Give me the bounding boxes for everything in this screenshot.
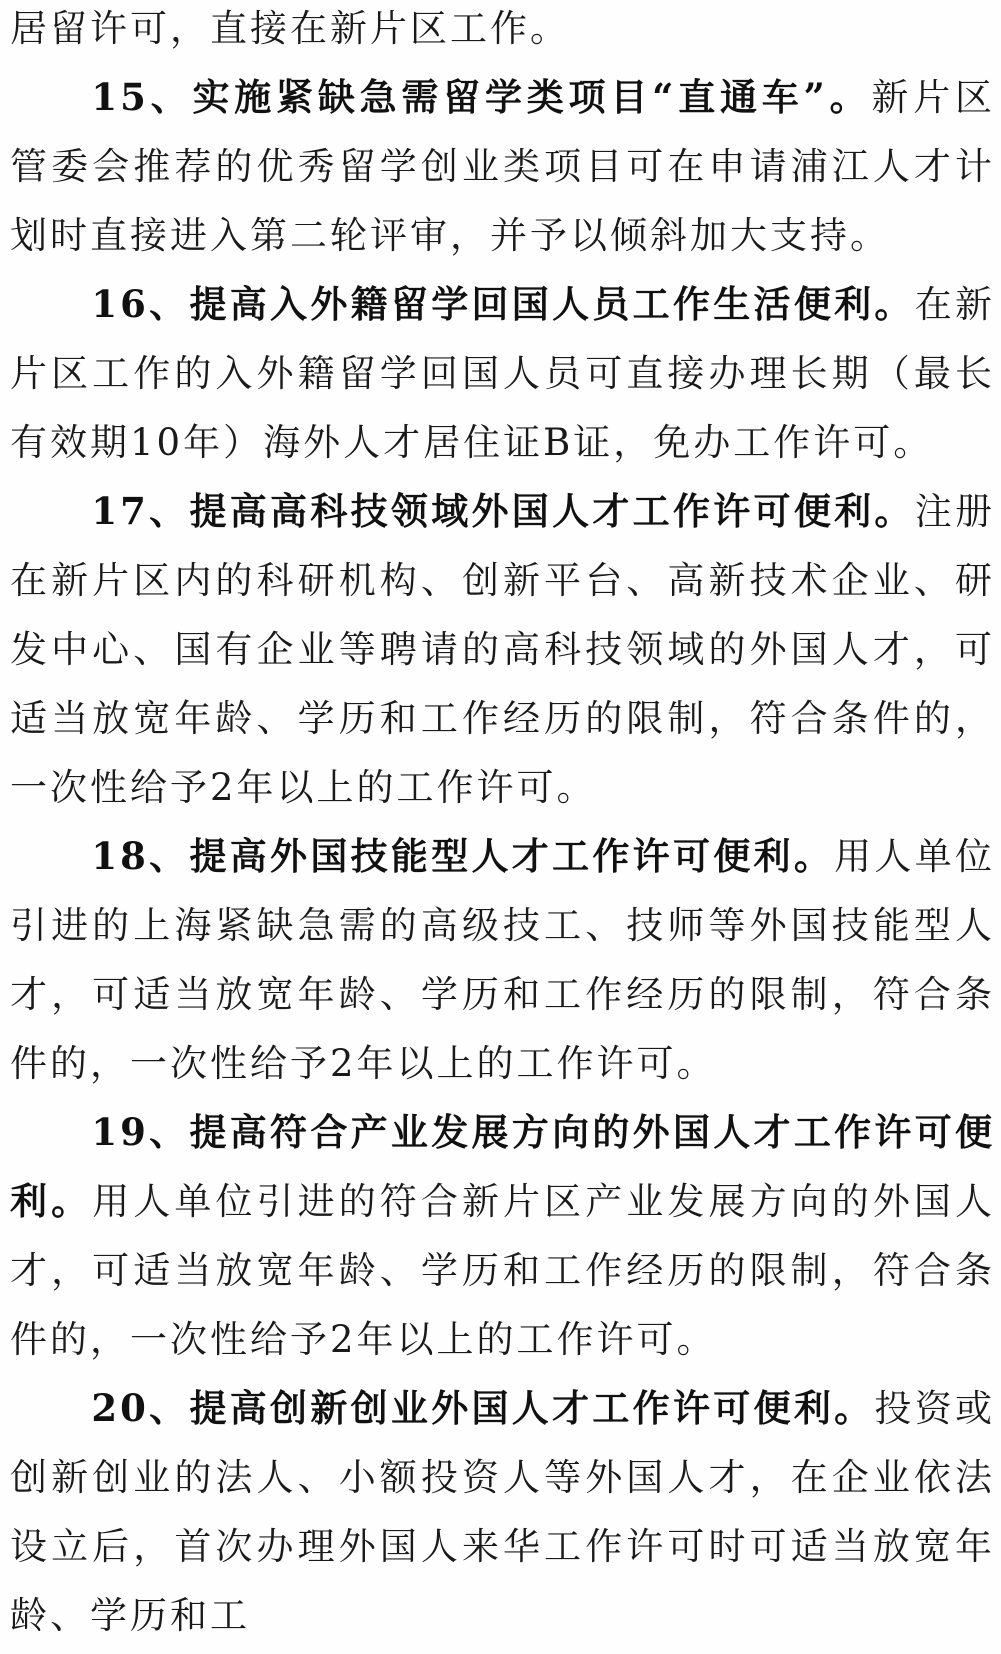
item-19-body: 用人单位引进的符合新片区产业发展方向的外国人才，可适当放宽年龄、学历和工作经历的限制，符合条件的，一次性给予2年以上的工作许可。 (10, 1180, 996, 1361)
item-20-paragraph (10, 1374, 995, 1650)
item-16-body: 在新片区工作的入外籍留学回国人员可直接办理长期（最长有效期10年）海外人才居住证B证，免办工作许可。 (10, 283, 995, 464)
item-15-body: 新片区管委会推荐的优秀留学创业类项目可在申请浦江人才计划时直接进入第二轮评审，并予以倾斜加大支持。 (10, 76, 995, 257)
item-20-heading: 20、提高创新创业外国人才工作许可便利。 (91, 1386, 875, 1430)
item-16-paragraph (10, 270, 995, 477)
item-18-body: 用人单位引进的上海紧缺急需的高级技工、技师等外国技能型人才，可适当放宽年龄、学历和工作经历的限制，符合条件的，一次性给予2年以上的工作许可。 (10, 835, 995, 1085)
item-18-paragraph (10, 822, 995, 1098)
item-17-heading: 17、提高高科技领域外国人才工作许可便利。 (91, 489, 915, 533)
item-15-heading: 15、实施紧缺急需留学类项目“直通车”。 (91, 75, 872, 119)
item-19-heading: 19、提高符合产业发展方向的外国人才工作许可便利。 (10, 1110, 995, 1223)
intro-paragraph-tail (10, 0, 995, 63)
document-body (10, 0, 995, 1650)
item-18-heading: 18、提高外国技能型人才工作许可便利。 (91, 834, 835, 878)
item-20-body: 投资或创新创业的法人、小额投资人等外国人才，在企业依法设立后，首次办理外国人来华工作许可时可适当放宽年龄、学历和工 (10, 1387, 995, 1637)
item-17-body: 注册在新片区内的科研机构、创新平台、高新技术企业、研发中心、国有企业等聘请的高科技领域的外国人才，可适当放宽年龄、学历和工作经历的限制，符合条件的，一次性给予2年以上的工作许可。 (10, 490, 995, 809)
item-16-heading: 16、提高入外籍留学回国人员工作生活便利。 (91, 282, 915, 326)
item-19-paragraph (10, 1098, 995, 1374)
intro-text: 居留许可，直接在新片区工作。 (10, 7, 570, 50)
item-15-paragraph (10, 63, 995, 270)
item-17-paragraph (10, 477, 995, 822)
